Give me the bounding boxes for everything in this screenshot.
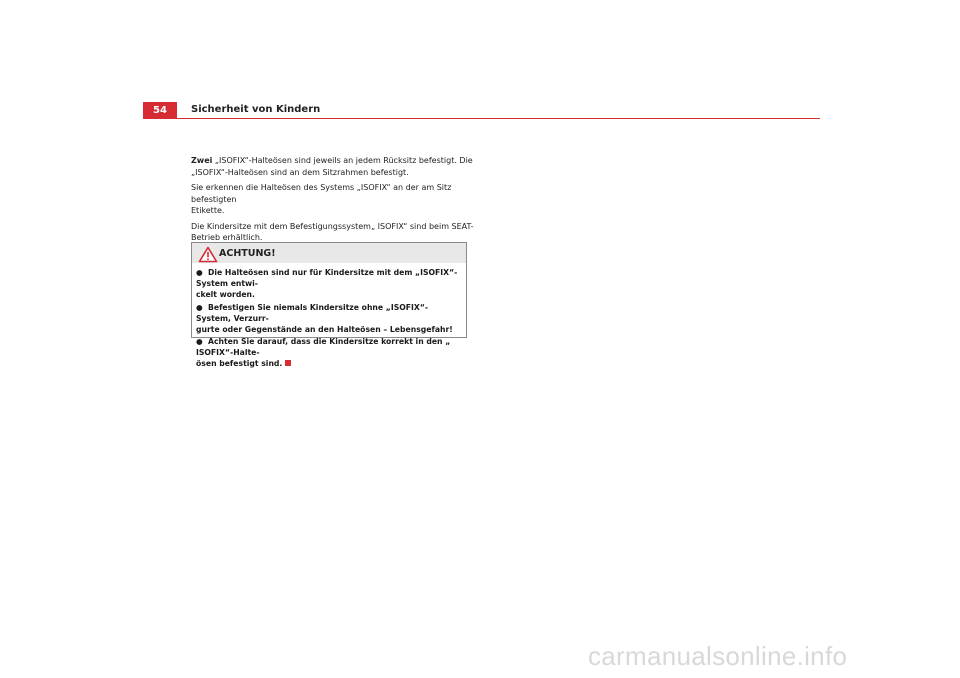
warning-item: ● Befestigen Sie niemals Kindersitze ohne „ISOFIX“-System, Verzurr- gurte oder Gegenstände an den Halteösen – Lebensgefahr! xyxy=(196,302,453,334)
page-number: 54 xyxy=(153,105,167,116)
paragraph-identification: Sie erkennen die Halteösen des Systems „ISOFIX“ an der am Sitz befestigten Etikette. xyxy=(191,183,452,215)
paragraph-lead-word: Zwei xyxy=(191,156,213,165)
warning-title: ACHTUNG! xyxy=(219,248,276,259)
warning-list xyxy=(192,263,466,369)
warning-item: ● Achten Sie darauf, dass die Kindersitze korrekt in den „ ISOFIX“-Halte- ösen befestigt sind. xyxy=(196,337,451,368)
body-text xyxy=(191,155,476,248)
warning-triangle-icon xyxy=(198,246,218,263)
bullet-icon: ● xyxy=(196,337,203,346)
paragraph-isofix-eyelets: Zwei „ISOFIX“-Halteösen sind jeweils an jedem Rücksitz befestigt. Die „ISOFIX“-Halteösen sind an dem Sitzrahmen befestigt. xyxy=(191,156,473,177)
warning-item: ● Die Halteösen sind nur für Kindersitze mit dem „ISOFIX“-System entwi- ckelt worden. xyxy=(196,268,458,299)
page-header-title: Sicherheit von Kindern xyxy=(191,104,321,115)
page-number-badge xyxy=(143,102,177,119)
warning-box xyxy=(191,242,467,368)
header-divider xyxy=(177,118,820,120)
paragraph-availability: Die Kindersitze mit dem Befestigungssystem„ ISOFIX“ sind beim SEAT- Betrieb erhältlich. xyxy=(191,221,474,242)
bullet-icon: ● xyxy=(196,302,203,312)
warning-header xyxy=(192,243,466,263)
section-end-marker-icon xyxy=(285,360,291,366)
watermark: carmanualsonline.info xyxy=(588,641,848,671)
bullet-icon: ● xyxy=(196,268,203,277)
